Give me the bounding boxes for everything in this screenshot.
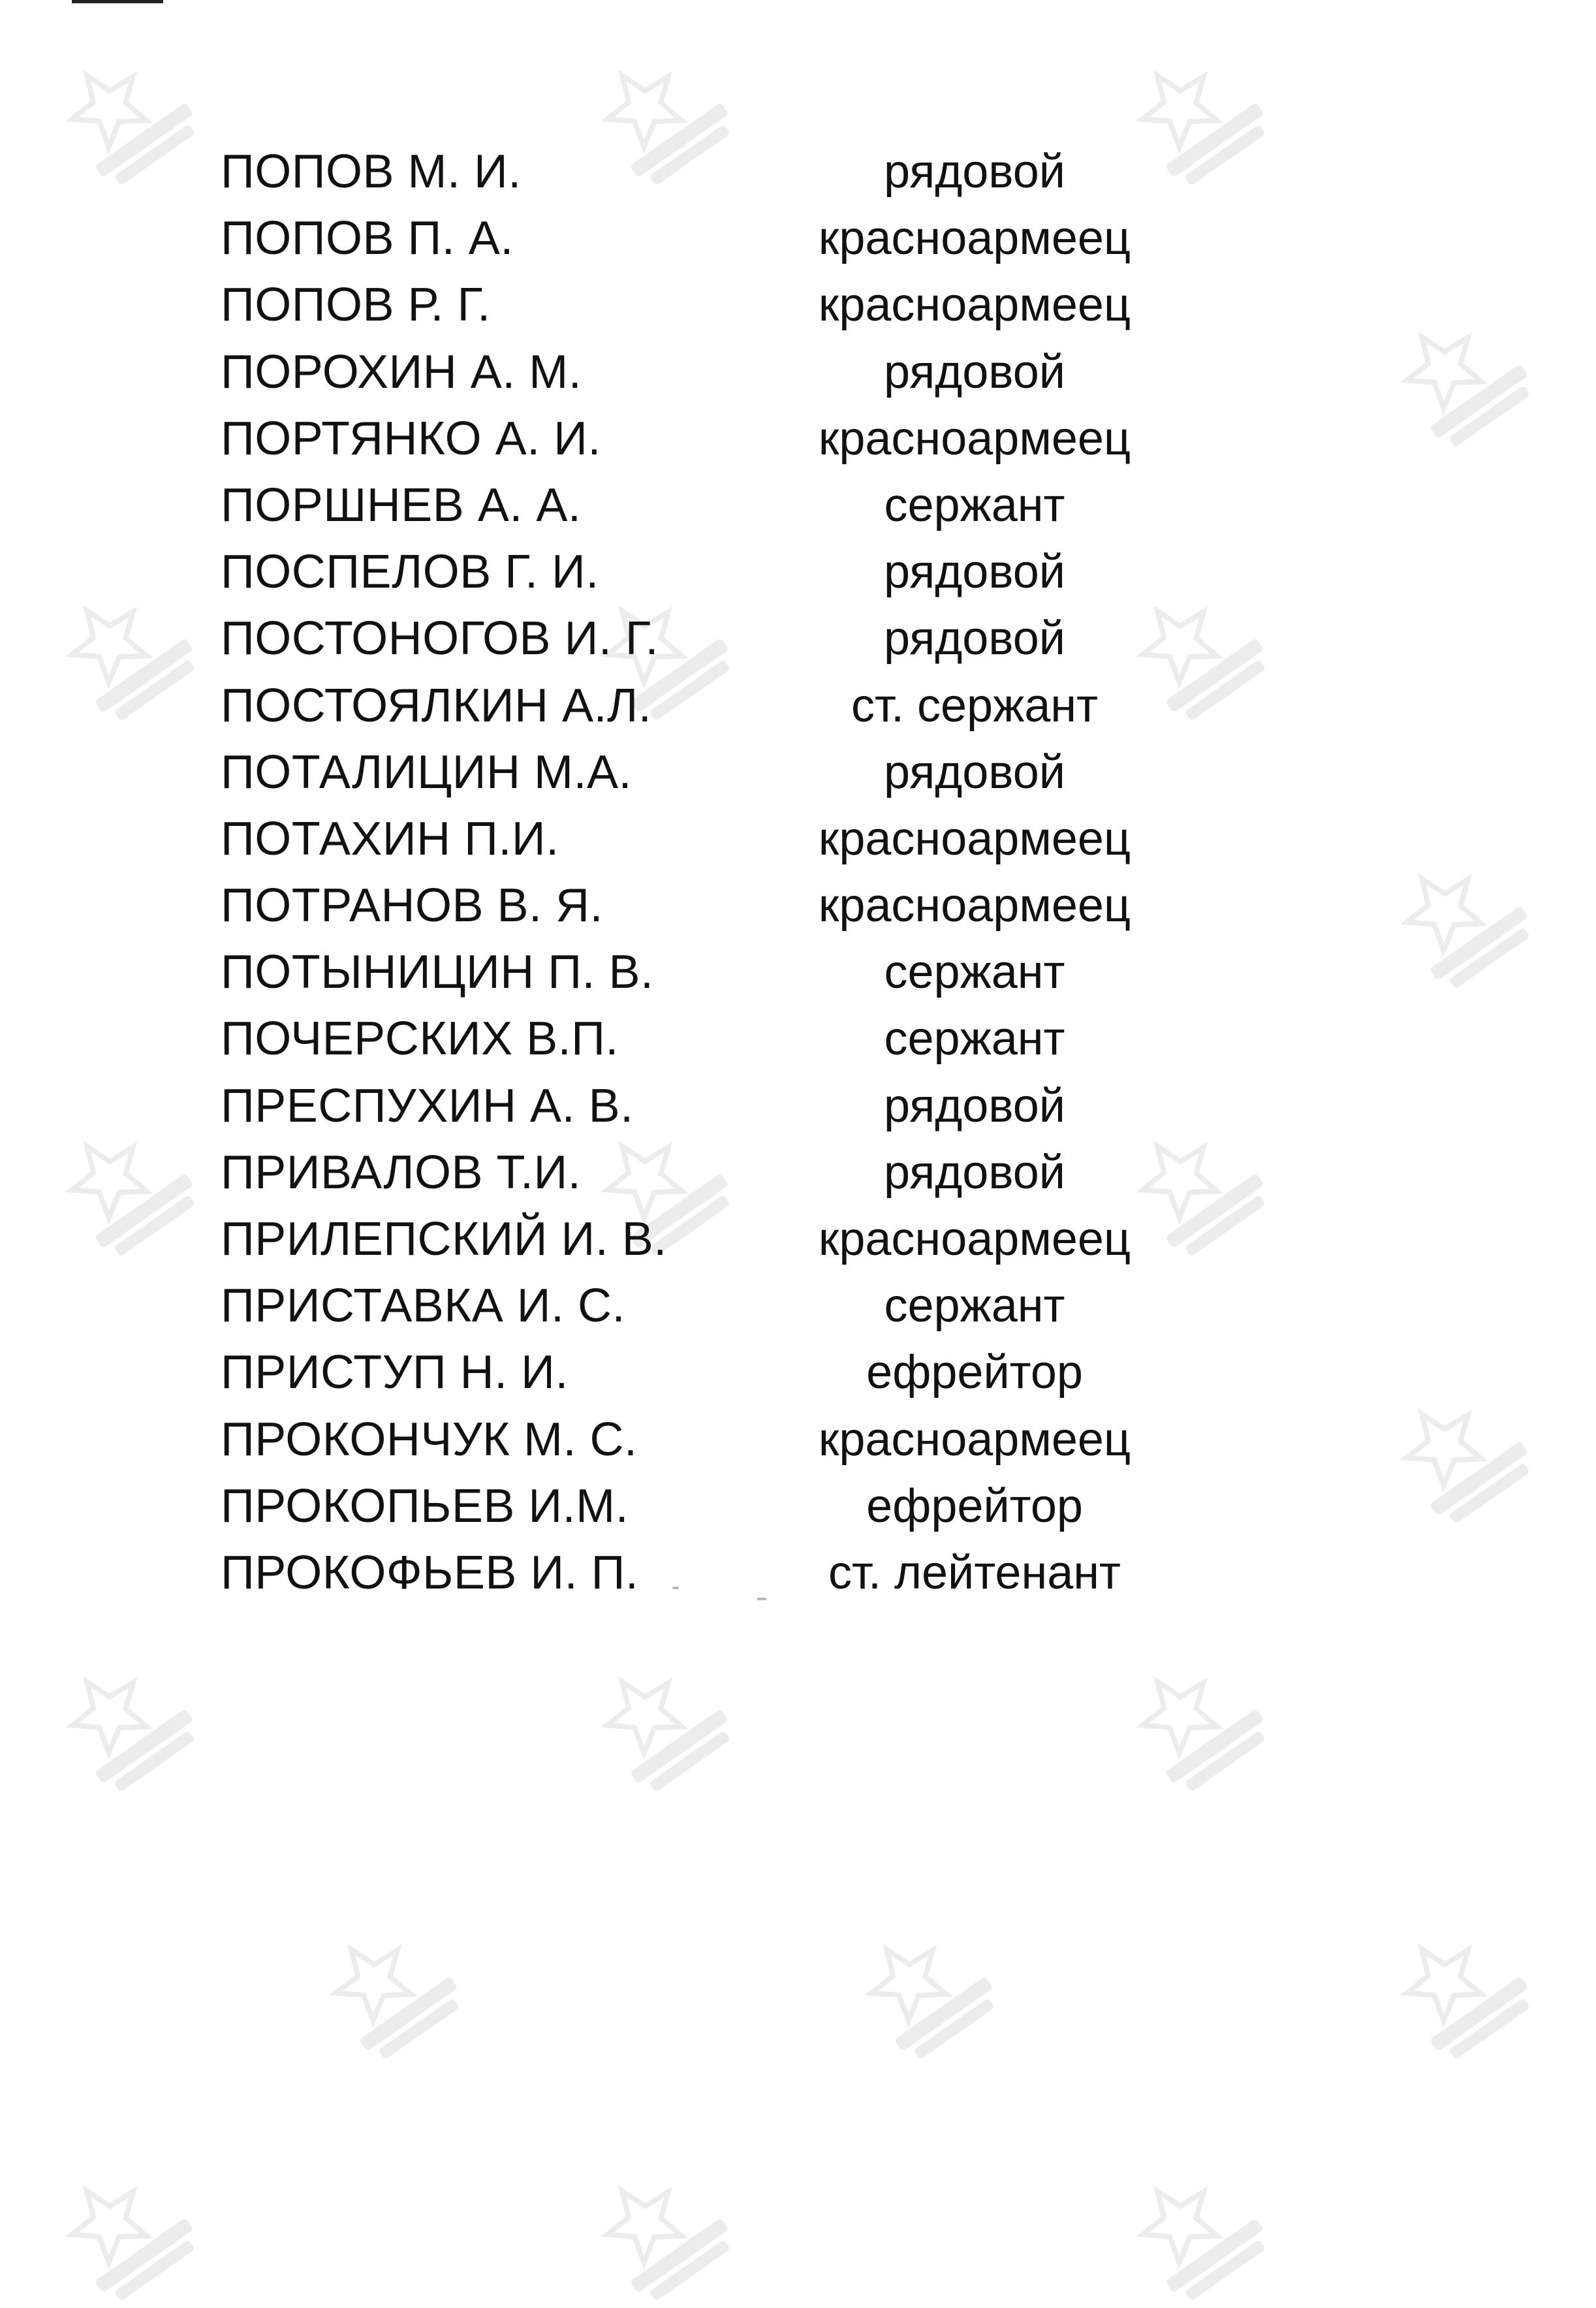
roster-row xyxy=(221,672,1213,739)
soldier-rank: сержант xyxy=(884,479,1065,531)
soldier-rank: красноармеец xyxy=(818,212,1131,265)
soldier-rank: рядовой xyxy=(884,1079,1065,1132)
roster-row xyxy=(221,1473,1213,1540)
roster-row xyxy=(221,539,1213,605)
soldier-rank: рядовой xyxy=(884,345,1065,398)
star-stamp-watermark-icon xyxy=(862,1926,999,2063)
star-stamp-watermark-icon xyxy=(62,1123,199,1260)
roster-row xyxy=(221,1005,1213,1072)
soldier-name: ПОРТЯНКО А. И. xyxy=(221,412,601,465)
scan-speck xyxy=(672,1587,679,1589)
roster-row xyxy=(221,205,1213,272)
roster-row xyxy=(221,272,1213,338)
roster-row xyxy=(221,1540,1213,1606)
soldier-name: ПОПОВ П. А. xyxy=(221,212,514,265)
soldier-rank: ефрейтор xyxy=(866,1479,1083,1532)
soldier-rank: ст. лейтенант xyxy=(828,1546,1121,1599)
soldier-rank: сержант xyxy=(884,1280,1065,1333)
soldier-rank: красноармеец xyxy=(818,412,1131,465)
soldier-name: ПОТРАНОВ В. Я. xyxy=(221,879,604,932)
star-stamp-watermark-icon xyxy=(597,2168,734,2305)
roster-list xyxy=(221,138,1213,1606)
soldier-rank: красноармеец xyxy=(818,1213,1131,1265)
star-stamp-watermark-icon xyxy=(1133,2168,1270,2305)
roster-row xyxy=(221,806,1213,872)
roster-row xyxy=(221,405,1213,472)
soldier-name: ПРОКОФЬЕВ И. П. xyxy=(221,1546,639,1599)
roster-row xyxy=(221,605,1213,672)
soldier-name: ПРОКОПЬЕВ И.М. xyxy=(221,1479,629,1532)
soldier-name: ПРЕСПУХИН А. В. xyxy=(221,1079,634,1132)
roster-row xyxy=(221,1073,1213,1139)
soldier-name: ПРИСТУП Н. И. xyxy=(221,1346,569,1399)
soldier-name: ПРИСТАВКА И. С. xyxy=(221,1280,625,1333)
roster-row xyxy=(221,739,1213,806)
soldier-name: ПОРШНЕВ А. А. xyxy=(221,479,582,531)
roster-row xyxy=(221,339,1213,405)
soldier-name: ПРОКОНЧУК М. С. xyxy=(221,1413,638,1466)
soldier-rank: сержант xyxy=(884,946,1065,999)
star-stamp-watermark-icon xyxy=(62,1658,199,1795)
roster-row xyxy=(221,1139,1213,1206)
star-stamp-watermark-icon xyxy=(1397,313,1534,451)
scan-edge-mark xyxy=(72,0,163,3)
soldier-rank: ефрейтор xyxy=(866,1346,1083,1399)
roster-row xyxy=(221,1273,1213,1339)
soldier-rank: ст. сержант xyxy=(851,679,1099,732)
soldier-name: ПРИЛЕПСКИЙ И. В. xyxy=(221,1213,667,1265)
soldier-rank: красноармеец xyxy=(818,1413,1131,1466)
soldier-name: ПОРОХИН А. М. xyxy=(221,345,582,398)
soldier-name: ПОТАХИН П.И. xyxy=(221,812,559,865)
star-stamp-watermark-icon xyxy=(326,1926,463,2063)
roster-row xyxy=(221,1406,1213,1473)
soldier-name: ПОТЫНИЦИН П. В. xyxy=(221,946,654,999)
soldier-rank: красноармеец xyxy=(818,879,1131,932)
soldier-rank: рядовой xyxy=(884,546,1065,599)
star-stamp-watermark-icon xyxy=(1397,1391,1534,1528)
star-stamp-watermark-icon xyxy=(597,1658,734,1795)
roster-row xyxy=(221,1339,1213,1406)
soldier-name: ПОПОВ М. И. xyxy=(221,146,522,198)
soldier-name: ПОТАЛИЦИН М.А. xyxy=(221,746,632,798)
star-stamp-watermark-icon xyxy=(62,588,199,725)
star-stamp-watermark-icon xyxy=(1397,1926,1534,2063)
soldier-rank: рядовой xyxy=(884,146,1065,198)
scan-speck xyxy=(757,1598,766,1600)
roster-row xyxy=(221,872,1213,939)
star-stamp-watermark-icon xyxy=(62,2168,199,2305)
soldier-name: ПОСПЕЛОВ Г. И. xyxy=(221,546,599,599)
soldier-name: ПОЧЕРСКИХ В.П. xyxy=(221,1013,619,1066)
soldier-rank: красноармеец xyxy=(818,279,1131,332)
soldier-name: ПОПОВ Р. Г. xyxy=(221,279,491,332)
soldier-rank: рядовой xyxy=(884,612,1065,665)
roster-row xyxy=(221,138,1213,205)
star-stamp-watermark-icon xyxy=(62,52,199,189)
roster-row xyxy=(221,1206,1213,1273)
soldier-rank: красноармеец xyxy=(818,812,1131,865)
roster-row xyxy=(221,472,1213,539)
star-stamp-watermark-icon xyxy=(1133,1658,1270,1795)
soldier-name: ПРИВАЛОВ Т.И. xyxy=(221,1146,582,1199)
soldier-name: ПОСТОЯЛКИН А.Л. xyxy=(221,679,652,732)
soldier-rank: сержант xyxy=(884,1013,1065,1066)
roster-row xyxy=(221,939,1213,1005)
soldier-name: ПОСТОНОГОВ И. Г. xyxy=(221,612,659,665)
star-stamp-watermark-icon xyxy=(1397,855,1534,992)
soldier-rank: рядовой xyxy=(884,1146,1065,1199)
soldier-rank: рядовой xyxy=(884,746,1065,798)
